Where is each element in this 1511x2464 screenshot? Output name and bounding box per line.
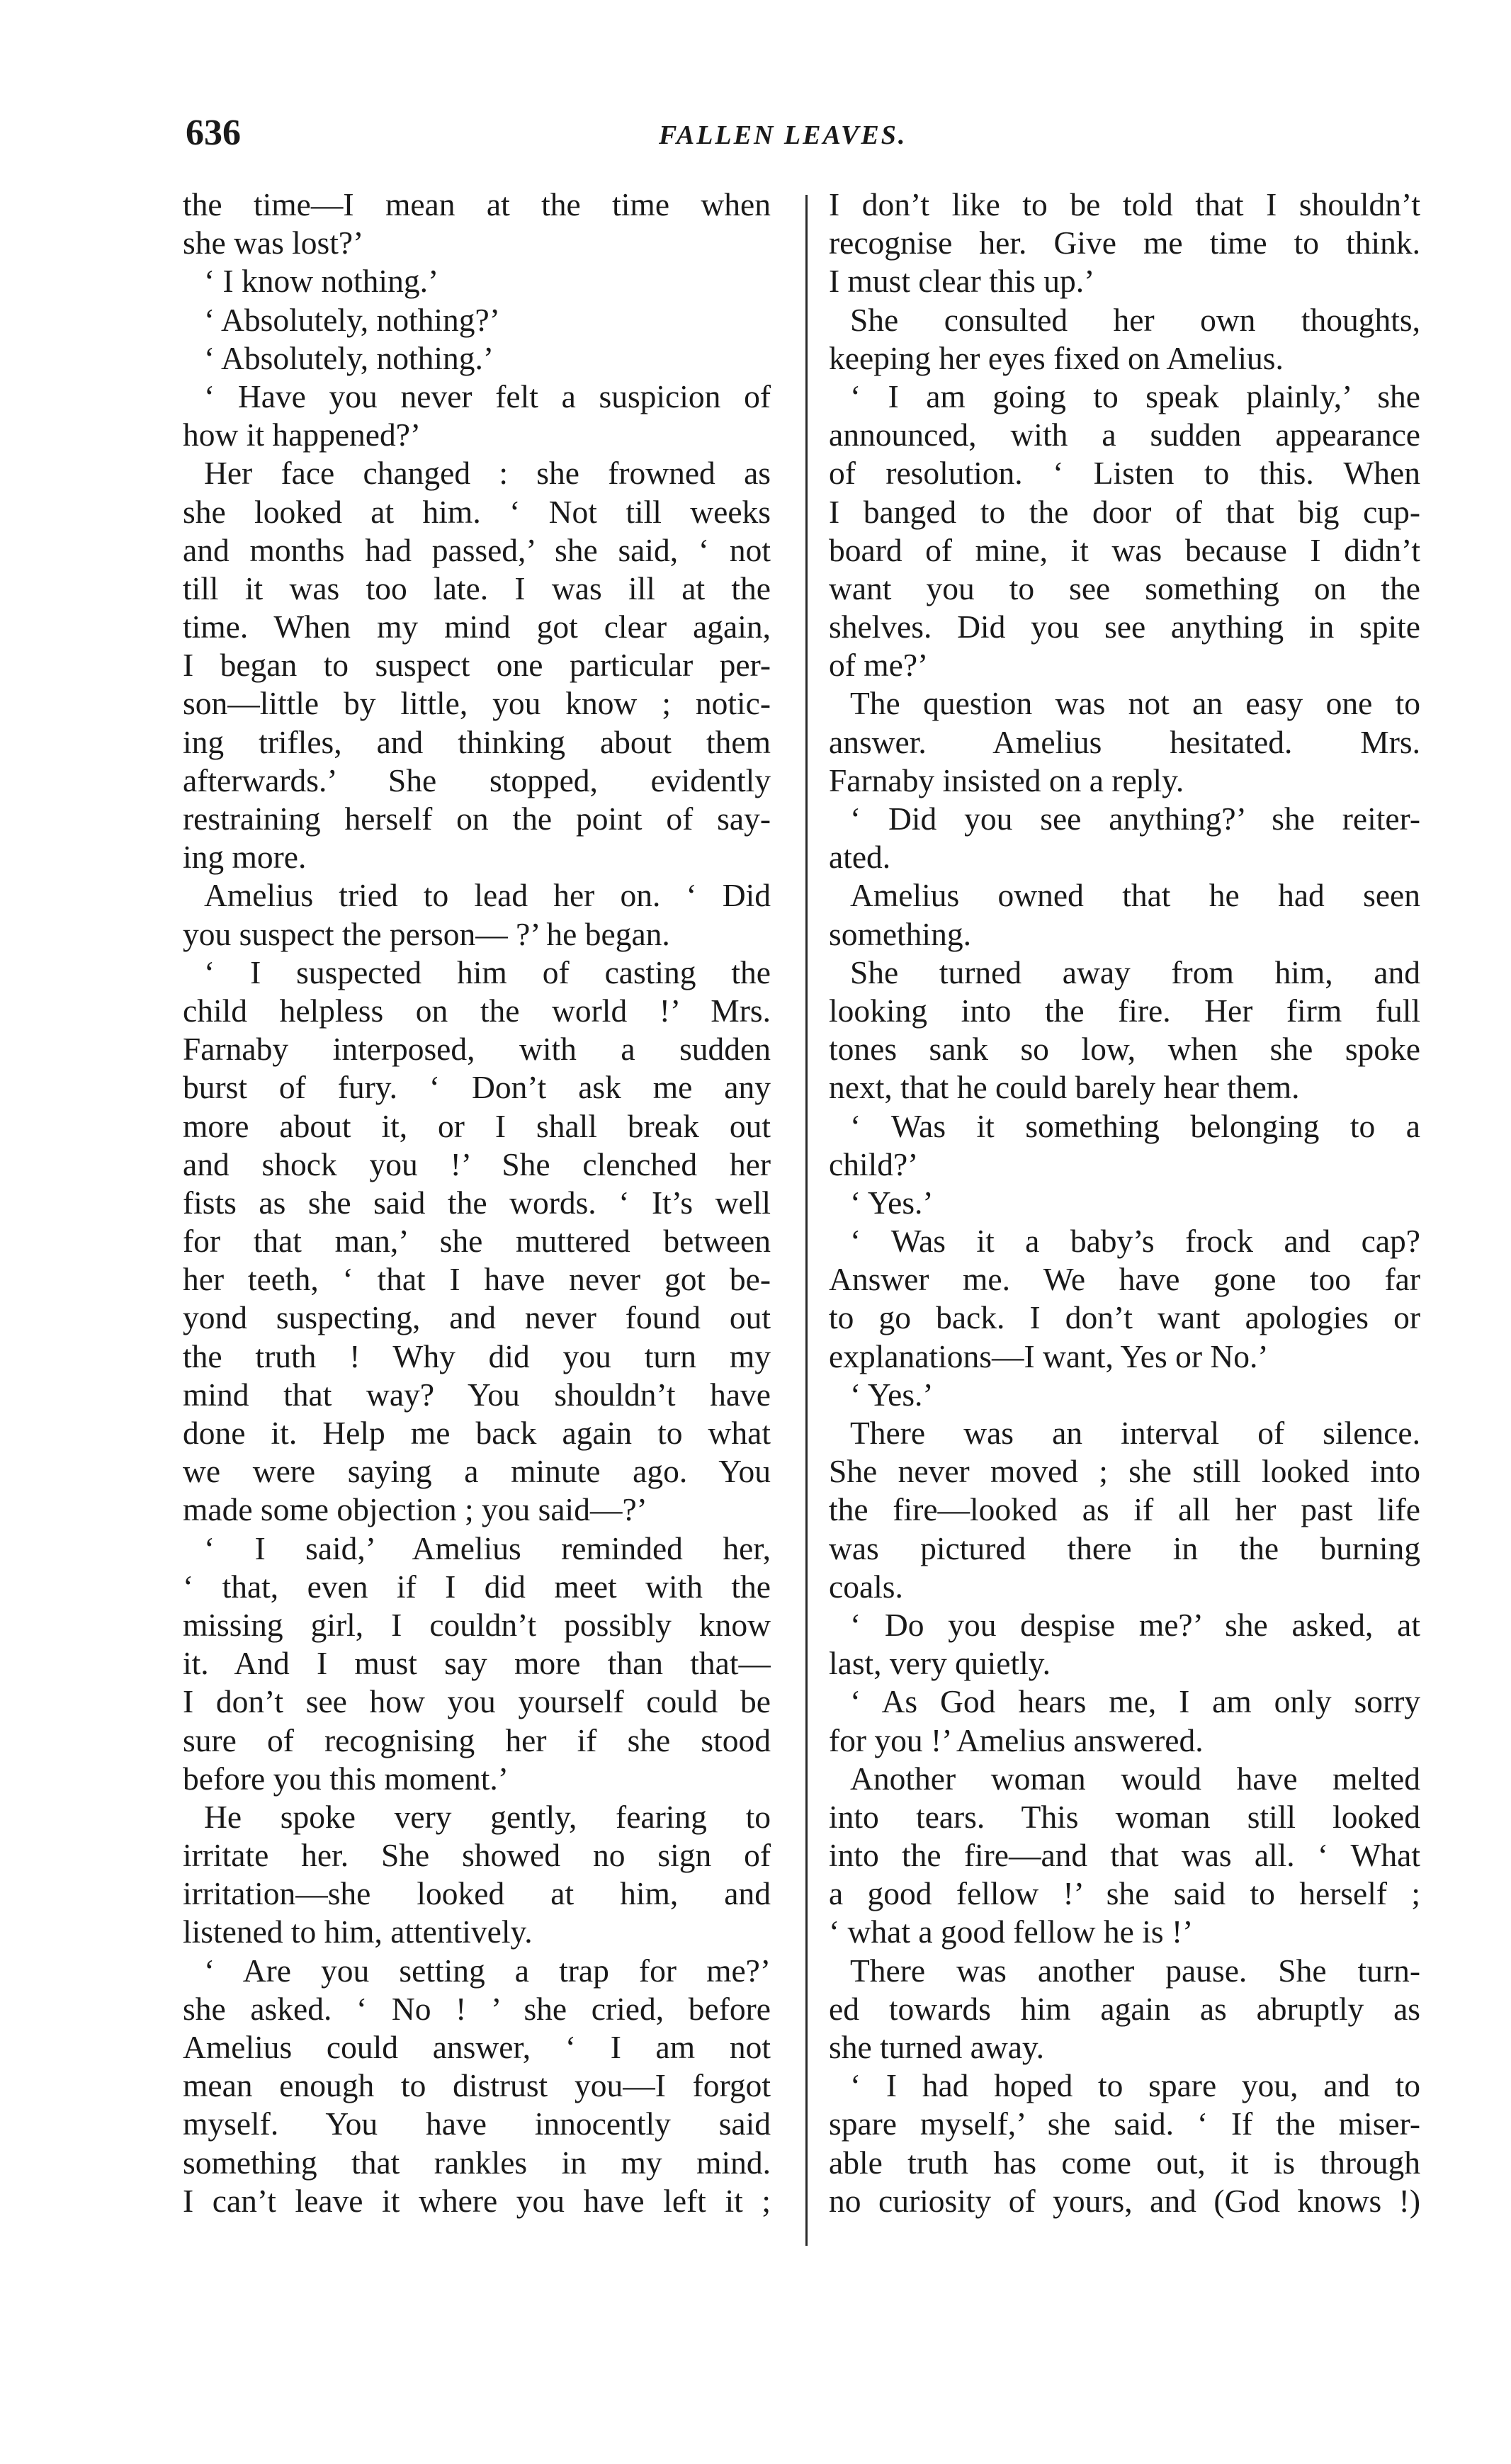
- text-line: There was another pause. She turn-: [850, 1952, 1420, 1989]
- text-line: ‘ Are you setting a trap for me?’: [204, 1952, 771, 1989]
- text-line: afterwards.’ She stopped, evidently: [183, 762, 771, 798]
- text-line: and months had passed,’ she said, ‘ not: [183, 531, 771, 568]
- page-number: 636: [186, 113, 241, 153]
- right-column: [829, 186, 1420, 2220]
- text-line: burst of fury. ‘ Don’t ask me any: [183, 1069, 771, 1106]
- text-line: recognise her. Give me time to think.: [829, 225, 1420, 261]
- text-line: keeping her eyes fixed on Amelius.: [829, 339, 1284, 376]
- text-line: Another woman would have melted: [850, 1760, 1420, 1797]
- text-line: something.: [829, 915, 971, 952]
- text-line: she asked. ‘ No ! ’ she cried, before: [183, 1990, 771, 2027]
- text-line: into the fire—and that was all. ‘ What: [829, 1837, 1420, 1874]
- text-line: She consulted her own thoughts,: [850, 301, 1420, 338]
- text-line: we were saying a minute ago. You: [183, 1453, 771, 1490]
- text-line: ed towards him again as abruptly as: [829, 1990, 1420, 2027]
- text-line: ‘ Yes.’: [850, 1376, 934, 1413]
- text-line: Amelius tried to lead her on. ‘ Did: [204, 877, 771, 914]
- text-line: ‘ that, even if I did meet with the: [183, 1568, 771, 1605]
- text-line: for you !’ Amelius answered.: [829, 1722, 1204, 1758]
- text-line: was pictured there in the burning: [829, 1530, 1420, 1566]
- text-line: ‘ I had hoped to spare you, and to: [850, 2067, 1420, 2104]
- text-line: ‘ Absolutely, nothing?’: [204, 301, 500, 338]
- text-line: ing trifles, and thinking about them: [183, 723, 771, 760]
- text-line: I began to suspect one particular per-: [183, 647, 771, 684]
- text-line: mind that way? You shouldn’t have: [183, 1376, 771, 1413]
- text-line: ing more.: [183, 839, 307, 876]
- text-line: I must clear this up.’: [829, 263, 1095, 300]
- text-line: ‘ Have you never felt a suspicion of: [204, 378, 771, 414]
- text-line: spare myself,’ she said. ‘ If the miser-: [829, 2106, 1420, 2142]
- text-line: mean enough to distrust you—I forgot: [183, 2067, 771, 2104]
- text-line: want you to see something on the: [829, 570, 1420, 606]
- text-line: Farnaby insisted on a reply.: [829, 762, 1184, 798]
- text-line: I don’t see how you yourself could be: [183, 1683, 771, 1720]
- text-line: of resolution. ‘ Listen to this. When: [829, 455, 1420, 492]
- text-line: son—little by little, you know ; notic-: [183, 685, 771, 722]
- text-line: Amelius owned that he had seen: [850, 877, 1420, 914]
- text-line: missing girl, I couldn’t possibly know: [183, 1606, 771, 1643]
- text-line: something that rankles in my mind.: [183, 2144, 771, 2181]
- text-line: the truth ! Why did you turn my: [183, 1338, 771, 1374]
- text-line: and shock you !’ She clenched her: [183, 1146, 771, 1182]
- text-line: the time—I mean at the time when: [183, 186, 771, 222]
- text-line: no curiosity of yours, and (God knows !): [829, 2182, 1420, 2219]
- text-line: She turned away from him, and: [850, 954, 1420, 990]
- text-line: the fire—looked as if all her past life: [829, 1491, 1420, 1528]
- text-line: The question was not an easy one to: [850, 685, 1420, 722]
- text-line: restraining herself on the point of say-: [183, 801, 771, 837]
- text-line: last, very quietly.: [829, 1645, 1051, 1682]
- text-line: how it happened?’: [183, 417, 421, 453]
- text-line: shelves. Did you see anything in spite: [829, 609, 1420, 645]
- text-line: till it was too late. I was ill at the: [183, 570, 771, 606]
- text-line: into tears. This woman still looked: [829, 1798, 1420, 1835]
- text-line: I can’t leave it where you have left it ;: [183, 2182, 771, 2219]
- text-line: I banged to the door of that big cup-: [829, 493, 1420, 530]
- text-line: listened to him, attentively.: [183, 1914, 533, 1950]
- text-line: yond suspecting, and never found out: [183, 1299, 771, 1336]
- text-line: Farnaby interposed, with a sudden: [183, 1031, 771, 1068]
- text-line: myself. You have innocently said: [183, 2106, 771, 2142]
- text-line: irritate her. She showed no sign of: [183, 1837, 771, 1874]
- text-line: time. When my mind got clear again,: [183, 609, 771, 645]
- text-line: a good fellow !’ she said to herself ;: [829, 1875, 1420, 1912]
- text-line: she was lost?’: [183, 225, 364, 261]
- text-line: her teeth, ‘ that I have never got be-: [183, 1261, 771, 1298]
- text-line: of me?’: [829, 647, 929, 684]
- text-line: child?’: [829, 1146, 919, 1182]
- text-line: announced, with a sudden appearance: [829, 417, 1420, 453]
- text-line: you suspect the person— ?’ he began.: [183, 915, 670, 952]
- text-line: board of mine, it was because I didn’t: [829, 531, 1420, 568]
- text-line: Amelius could answer, ‘ I am not: [183, 2029, 771, 2065]
- text-line: more about it, or I shall break out: [183, 1107, 771, 1144]
- text-line: she looked at him. ‘ Not till weeks: [183, 493, 771, 530]
- running-title: FALLEN LEAVES.: [659, 120, 907, 150]
- text-line: ‘ I know nothing.’: [204, 263, 439, 300]
- text-line: sure of recognising her if she stood: [183, 1722, 771, 1758]
- text-line: ‘ Absolutely, nothing.’: [204, 339, 494, 376]
- text-line: ‘ I am going to speak plainly,’ she: [850, 378, 1420, 414]
- text-line: ‘ Do you despise me?’ she asked, at: [850, 1606, 1420, 1643]
- text-line: Answer me. We have gone too far: [829, 1261, 1420, 1298]
- text-line: fists as she said the words. ‘ It’s well: [183, 1184, 771, 1221]
- text-line: ‘ Was it something belonging to a: [850, 1107, 1420, 1144]
- text-line: ‘ Yes.’: [850, 1184, 934, 1221]
- text-line: ‘ I suspected him of casting the: [204, 954, 771, 990]
- text-line: next, that he could barely hear them.: [829, 1069, 1300, 1106]
- text-line: ‘ I said,’ Amelius reminded her,: [204, 1530, 771, 1566]
- text-line: ‘ As God hears me, I am only sorry: [850, 1683, 1420, 1720]
- text-line: made some objection ; you said—?’: [183, 1491, 647, 1528]
- text-line: coals.: [829, 1568, 903, 1605]
- text-line: He spoke very gently, fearing to: [204, 1798, 771, 1835]
- text-line: able truth has come out, it is through: [829, 2144, 1420, 2181]
- text-line: Her face changed : she frowned as: [204, 455, 771, 492]
- text-line: child helpless on the world !’ Mrs.: [183, 992, 771, 1029]
- column-divider: [805, 195, 808, 2246]
- text-line: done it. Help me back again to what: [183, 1415, 771, 1451]
- text-line: ‘ Did you see anything?’ she reiter-: [850, 801, 1420, 837]
- text-line: ated.: [829, 839, 891, 876]
- text-line: There was an interval of silence.: [850, 1415, 1420, 1451]
- text-line: it. And I must say more than that—: [183, 1645, 771, 1682]
- text-line: She never moved ; she still looked into: [829, 1453, 1420, 1490]
- text-line: explanations—I want, Yes or No.’: [829, 1338, 1269, 1374]
- text-line: ‘ what a good fellow he is !’: [829, 1914, 1194, 1950]
- text-line: I don’t like to be told that I shouldn’t: [829, 186, 1420, 222]
- text-line: for that man,’ she muttered between: [183, 1223, 771, 1260]
- left-column: [183, 186, 771, 2220]
- text-line: to go back. I don’t want apologies or: [829, 1299, 1420, 1336]
- text-line: she turned away.: [829, 2029, 1045, 2065]
- text-line: before you this moment.’: [183, 1760, 509, 1797]
- text-line: ‘ Was it a baby’s frock and cap?: [850, 1223, 1420, 1260]
- text-line: irritation—she looked at him, and: [183, 1875, 771, 1912]
- text-line: tones sank so low, when she spoke: [829, 1031, 1420, 1068]
- text-line: looking into the fire. Her firm full: [829, 992, 1420, 1029]
- text-line: answer. Amelius hesitated. Mrs.: [829, 723, 1420, 760]
